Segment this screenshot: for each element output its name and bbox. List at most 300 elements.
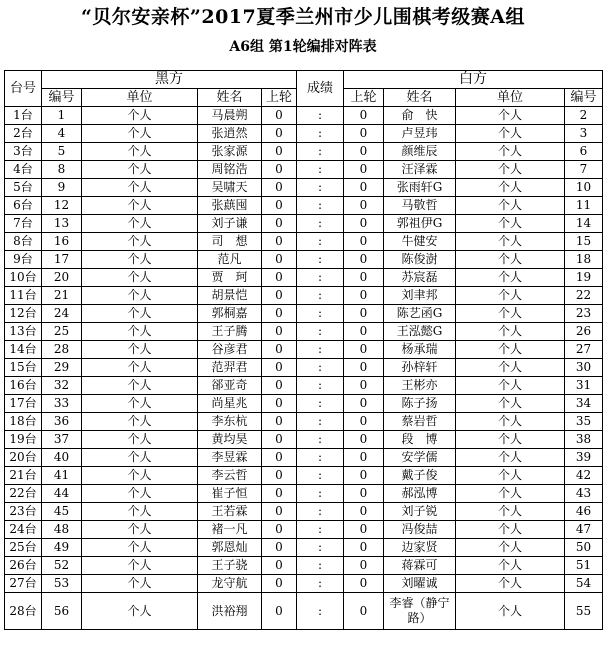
white-name-cell: 戴子俊 [384,467,456,485]
table-no-cell: 27台 [5,575,42,593]
table-no-cell: 21台 [5,467,42,485]
result-cell: : [297,575,344,593]
table-row [5,287,603,305]
result-cell: : [297,215,344,233]
black-name-cell: 范羿君 [198,359,262,377]
black-number-cell: 37 [42,431,82,449]
white-name-cell: 颜维辰 [384,143,456,161]
white-name-cell: 边家贤 [384,539,456,557]
black-name-cell: 李昱霖 [198,449,262,467]
black-name-cell: 李东杭 [198,413,262,431]
white-number-cell: 31 [565,377,603,395]
table-no-cell: 13台 [5,323,42,341]
white-prev-cell: 0 [344,539,384,557]
table-row [5,359,603,377]
result-cell: : [297,125,344,143]
document-subtitle: A6组 第1轮编排对阵表 [229,39,377,55]
white-prev-cell: 0 [344,485,384,503]
white-number-cell: 23 [565,305,603,323]
result-cell: : [297,503,344,521]
table-row [5,593,603,630]
black-unit-cell: 个人 [82,521,198,539]
table-row [5,323,603,341]
black-prev-cell: 0 [262,107,297,125]
black-prev-cell: 0 [262,539,297,557]
table-no-cell: 7台 [5,215,42,233]
white-prev-cell: 0 [344,575,384,593]
black-prev-cell: 0 [262,395,297,413]
black-unit-cell: 个人 [82,413,198,431]
table-row [5,431,603,449]
white-unit-cell: 个人 [456,161,565,179]
white-prev-cell: 0 [344,143,384,161]
white-number-cell: 46 [565,503,603,521]
black-name-cell: 郤亚奇 [198,377,262,395]
table-row [5,161,603,179]
white-prev-cell: 0 [344,413,384,431]
black-number-cell: 33 [42,395,82,413]
white-number-cell: 7 [565,161,603,179]
black-name-cell: 贾 珂 [198,269,262,287]
white-name-cell: 蒋霖可 [384,557,456,575]
table-row [5,305,603,323]
black-name-cell: 黄均昊 [198,431,262,449]
table-row [5,395,603,413]
white-number-cell: 47 [565,521,603,539]
white-name-cell: 孙梓轩 [384,359,456,377]
white-number-cell: 2 [565,107,603,125]
white-prev-cell: 0 [344,269,384,287]
table-row [5,449,603,467]
header-white-unit: 单位 [456,89,565,107]
white-prev-cell: 0 [344,305,384,323]
black-prev-cell: 0 [262,413,297,431]
result-cell: : [297,413,344,431]
white-unit-cell: 个人 [456,557,565,575]
white-unit-cell: 个人 [456,467,565,485]
black-name-cell: 范凡 [198,251,262,269]
result-cell: : [297,359,344,377]
table-row [5,521,603,539]
white-number-cell: 14 [565,215,603,233]
white-number-cell: 34 [565,395,603,413]
black-unit-cell: 个人 [82,467,198,485]
white-prev-cell: 0 [344,197,384,215]
result-cell: : [297,143,344,161]
result-cell: : [297,485,344,503]
table-row [5,197,603,215]
black-name-cell: 洪裕翔 [198,593,262,630]
white-name-cell: 刘曜诚 [384,575,456,593]
table-no-cell: 20台 [5,449,42,467]
black-unit-cell: 个人 [82,575,198,593]
black-prev-cell: 0 [262,503,297,521]
table-row [5,269,603,287]
black-unit-cell: 个人 [82,269,198,287]
table-row [5,575,603,593]
header-black-prev: 上轮 [262,89,297,107]
white-name-cell: 张雨轩G [384,179,456,197]
white-prev-cell: 0 [344,233,384,251]
black-number-cell: 25 [42,323,82,341]
white-unit-cell: 个人 [456,125,565,143]
white-unit-cell: 个人 [456,287,565,305]
white-unit-cell: 个人 [456,215,565,233]
black-unit-cell: 个人 [82,341,198,359]
white-unit-cell: 个人 [456,269,565,287]
table-no-cell: 11台 [5,287,42,305]
white-number-cell: 38 [565,431,603,449]
black-prev-cell: 0 [262,467,297,485]
black-name-cell: 郭恩灿 [198,539,262,557]
black-unit-cell: 个人 [82,359,198,377]
result-cell: : [297,377,344,395]
black-number-cell: 17 [42,251,82,269]
black-number-cell: 24 [42,305,82,323]
black-prev-cell: 0 [262,269,297,287]
black-number-cell: 56 [42,593,82,630]
result-cell: : [297,593,344,630]
table-no-cell: 15台 [5,359,42,377]
black-number-cell: 9 [42,179,82,197]
white-number-cell: 54 [565,575,603,593]
white-prev-cell: 0 [344,161,384,179]
white-unit-cell: 个人 [456,233,565,251]
table-no-cell: 22台 [5,485,42,503]
black-number-cell: 4 [42,125,82,143]
document-title: “贝尔安亲杯”2017夏季兰州市少儿围棋考级赛A组 [81,6,525,28]
black-number-cell: 1 [42,107,82,125]
black-name-cell: 郭桐嘉 [198,305,262,323]
black-number-cell: 52 [42,557,82,575]
table-row [5,233,603,251]
white-number-cell: 18 [565,251,603,269]
header-table-no: 台号 [5,71,42,107]
black-name-cell: 谷彦君 [198,341,262,359]
table-no-cell: 2台 [5,125,42,143]
table-row [5,377,603,395]
table-row [5,539,603,557]
header-white-prev: 上轮 [344,89,384,107]
white-unit-cell: 个人 [456,485,565,503]
white-unit-cell: 个人 [456,503,565,521]
white-prev-cell: 0 [344,467,384,485]
white-unit-cell: 个人 [456,395,565,413]
black-prev-cell: 0 [262,323,297,341]
white-prev-cell: 0 [344,395,384,413]
white-number-cell: 15 [565,233,603,251]
black-unit-cell: 个人 [82,125,198,143]
table-no-cell: 25台 [5,539,42,557]
black-number-cell: 12 [42,197,82,215]
result-cell: : [297,323,344,341]
header-white-name: 姓名 [384,89,456,107]
black-unit-cell: 个人 [82,197,198,215]
black-prev-cell: 0 [262,521,297,539]
white-name-cell: 王彬亦 [384,377,456,395]
black-unit-cell: 个人 [82,251,198,269]
white-number-cell: 35 [565,413,603,431]
white-name-cell: 陈子扬 [384,395,456,413]
white-name-cell: 蔡岩哲 [384,413,456,431]
white-unit-cell: 个人 [456,539,565,557]
black-prev-cell: 0 [262,341,297,359]
header-black: 黑方 [42,71,297,89]
white-number-cell: 51 [565,557,603,575]
black-number-cell: 48 [42,521,82,539]
white-name-cell: 杨承瑞 [384,341,456,359]
black-name-cell: 崔子恒 [198,485,262,503]
white-name-cell: 冯俊喆 [384,521,456,539]
white-name-cell: 陈俊澍 [384,251,456,269]
result-cell: : [297,233,344,251]
table-no-cell: 26台 [5,557,42,575]
black-prev-cell: 0 [262,125,297,143]
white-unit-cell: 个人 [456,575,565,593]
black-unit-cell: 个人 [82,305,198,323]
black-prev-cell: 0 [262,251,297,269]
white-unit-cell: 个人 [456,431,565,449]
white-prev-cell: 0 [344,377,384,395]
black-unit-cell: 个人 [82,395,198,413]
white-unit-cell: 个人 [456,251,565,269]
black-name-cell: 刘子谦 [198,215,262,233]
white-prev-cell: 0 [344,431,384,449]
result-cell: : [297,467,344,485]
black-unit-cell: 个人 [82,179,198,197]
white-unit-cell: 个人 [456,413,565,431]
black-prev-cell: 0 [262,377,297,395]
table-row [5,503,603,521]
white-number-cell: 30 [565,359,603,377]
white-number-cell: 50 [565,539,603,557]
white-prev-cell: 0 [344,287,384,305]
black-prev-cell: 0 [262,215,297,233]
white-number-cell: 19 [565,269,603,287]
white-unit-cell: 个人 [456,593,565,630]
white-prev-cell: 0 [344,503,384,521]
header-black-number: 编号 [42,89,82,107]
black-number-cell: 29 [42,359,82,377]
table-no-cell: 12台 [5,305,42,323]
table-row [5,179,603,197]
result-cell: : [297,197,344,215]
white-prev-cell: 0 [344,341,384,359]
white-prev-cell: 0 [344,449,384,467]
black-name-cell: 王若霖 [198,503,262,521]
black-unit-cell: 个人 [82,449,198,467]
black-prev-cell: 0 [262,593,297,630]
table-no-cell: 28台 [5,593,42,630]
white-name-cell: 郝泓博 [384,485,456,503]
result-cell: : [297,107,344,125]
black-unit-cell: 个人 [82,323,198,341]
white-prev-cell: 0 [344,593,384,630]
white-name-cell: 牛健安 [384,233,456,251]
black-name-cell: 周铭浩 [198,161,262,179]
white-unit-cell: 个人 [456,449,565,467]
white-number-cell: 26 [565,323,603,341]
white-name-cell: 马敬哲 [384,197,456,215]
table-row [5,557,603,575]
table-no-cell: 17台 [5,395,42,413]
table-row [5,251,603,269]
black-number-cell: 8 [42,161,82,179]
black-number-cell: 36 [42,413,82,431]
white-unit-cell: 个人 [456,377,565,395]
white-name-cell: 段 博 [384,431,456,449]
white-name-cell: 李睿（静宁路） [384,593,456,630]
white-number-cell: 22 [565,287,603,305]
white-prev-cell: 0 [344,125,384,143]
white-name-cell: 苏宸磊 [384,269,456,287]
table-no-cell: 14台 [5,341,42,359]
table-no-cell: 23台 [5,503,42,521]
black-unit-cell: 个人 [82,593,198,630]
black-number-cell: 41 [42,467,82,485]
white-prev-cell: 0 [344,215,384,233]
header-black-name: 姓名 [198,89,262,107]
black-prev-cell: 0 [262,233,297,251]
white-name-cell: 郭祖伊G [384,215,456,233]
white-unit-cell: 个人 [456,197,565,215]
white-name-cell: 安学儒 [384,449,456,467]
black-number-cell: 20 [42,269,82,287]
black-prev-cell: 0 [262,575,297,593]
white-number-cell: 3 [565,125,603,143]
black-name-cell: 胡景恺 [198,287,262,305]
table-no-cell: 9台 [5,251,42,269]
black-number-cell: 5 [42,143,82,161]
black-prev-cell: 0 [262,161,297,179]
table-row [5,413,603,431]
black-unit-cell: 个人 [82,215,198,233]
black-name-cell: 张逍然 [198,125,262,143]
header-white: 白方 [344,71,603,89]
table-row [5,341,603,359]
black-number-cell: 21 [42,287,82,305]
white-name-cell: 王泓懿G [384,323,456,341]
table-row [5,107,603,125]
white-prev-cell: 0 [344,323,384,341]
black-unit-cell: 个人 [82,161,198,179]
white-name-cell: 俞 快 [384,107,456,125]
white-number-cell: 42 [565,467,603,485]
table-no-cell: 5台 [5,179,42,197]
black-prev-cell: 0 [262,449,297,467]
black-number-cell: 32 [42,377,82,395]
black-number-cell: 45 [42,503,82,521]
black-name-cell: 龙守航 [198,575,262,593]
result-cell: : [297,557,344,575]
white-prev-cell: 0 [344,107,384,125]
white-unit-cell: 个人 [456,521,565,539]
black-prev-cell: 0 [262,143,297,161]
table-row [5,125,603,143]
white-number-cell: 6 [565,143,603,161]
black-number-cell: 49 [42,539,82,557]
table-no-cell: 19台 [5,431,42,449]
table-no-cell: 18台 [5,413,42,431]
black-prev-cell: 0 [262,287,297,305]
white-unit-cell: 个人 [456,323,565,341]
white-prev-cell: 0 [344,557,384,575]
table-row [5,467,603,485]
result-cell: : [297,431,344,449]
result-cell: : [297,521,344,539]
black-unit-cell: 个人 [82,485,198,503]
result-cell: : [297,161,344,179]
table-no-cell: 1台 [5,107,42,125]
white-prev-cell: 0 [344,251,384,269]
black-number-cell: 16 [42,233,82,251]
black-prev-cell: 0 [262,557,297,575]
black-name-cell: 褚一凡 [198,521,262,539]
black-name-cell: 吴啸天 [198,179,262,197]
black-unit-cell: 个人 [82,233,198,251]
white-number-cell: 27 [565,341,603,359]
result-cell: : [297,395,344,413]
black-number-cell: 53 [42,575,82,593]
white-prev-cell: 0 [344,179,384,197]
result-cell: : [297,539,344,557]
black-unit-cell: 个人 [82,503,198,521]
white-name-cell: 卢昱玮 [384,125,456,143]
white-number-cell: 10 [565,179,603,197]
black-prev-cell: 0 [262,485,297,503]
header-white-number: 编号 [565,89,603,107]
table-no-cell: 24台 [5,521,42,539]
black-unit-cell: 个人 [82,431,198,449]
black-prev-cell: 0 [262,305,297,323]
black-name-cell: 王子骁 [198,557,262,575]
pairing-rows [5,107,603,630]
table-row [5,143,603,161]
white-unit-cell: 个人 [456,179,565,197]
white-unit-cell: 个人 [456,359,565,377]
black-prev-cell: 0 [262,359,297,377]
result-cell: : [297,449,344,467]
black-unit-cell: 个人 [82,287,198,305]
black-name-cell: 李云哲 [198,467,262,485]
result-cell: : [297,341,344,359]
table-row [5,215,603,233]
white-prev-cell: 0 [344,359,384,377]
result-cell: : [297,287,344,305]
white-name-cell: 刘聿邦 [384,287,456,305]
white-number-cell: 11 [565,197,603,215]
result-cell: : [297,179,344,197]
white-name-cell: 陈艺函G [384,305,456,323]
white-unit-cell: 个人 [456,143,565,161]
black-prev-cell: 0 [262,431,297,449]
black-name-cell: 马晨朔 [198,107,262,125]
black-name-cell: 张蕻囤 [198,197,262,215]
table-no-cell: 6台 [5,197,42,215]
header-black-unit: 单位 [82,89,198,107]
black-name-cell: 王子腾 [198,323,262,341]
white-number-cell: 43 [565,485,603,503]
white-name-cell: 汪泽霖 [384,161,456,179]
black-unit-cell: 个人 [82,539,198,557]
black-prev-cell: 0 [262,197,297,215]
black-name-cell: 司 想 [198,233,262,251]
white-prev-cell: 0 [344,521,384,539]
black-number-cell: 28 [42,341,82,359]
result-cell: : [297,269,344,287]
black-prev-cell: 0 [262,179,297,197]
white-number-cell: 39 [565,449,603,467]
